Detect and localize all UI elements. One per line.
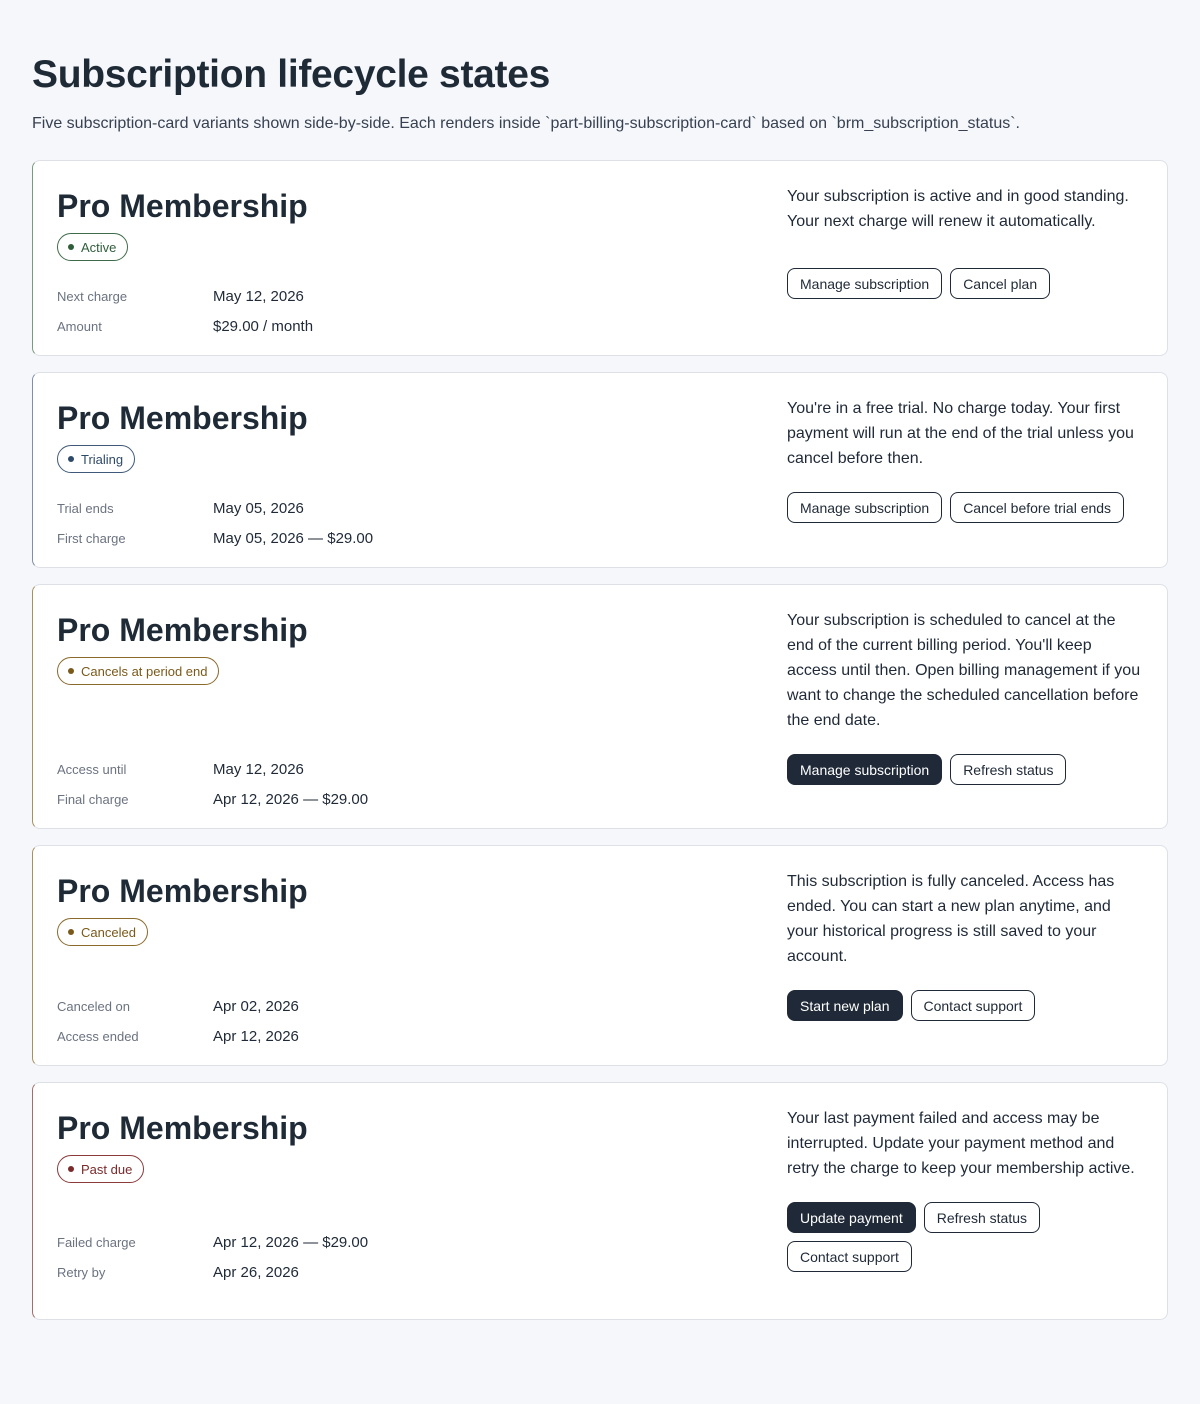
manage-subscription-button[interactable]: Manage subscription (787, 268, 942, 299)
status-message: You're in a free trial. No charge today. Your first payment will run at the end of the trial unless you cancel before then. (787, 400, 1134, 467)
detail-row (57, 1021, 633, 1051)
status-badge-label: Active (81, 239, 117, 255)
status-dot-icon (68, 456, 74, 462)
plan-name: Pro Membership (57, 612, 308, 648)
detail-row (57, 1257, 633, 1287)
card-summary (33, 161, 633, 355)
refresh-status-button[interactable]: Refresh status (950, 754, 1066, 785)
manage-subscription-button[interactable]: Manage subscription (787, 492, 942, 523)
plan-name: Pro Membership (57, 1110, 308, 1146)
detail-list (57, 1227, 633, 1287)
detail-row (57, 1227, 633, 1257)
detail-row (57, 281, 633, 311)
subscription-card-active (32, 160, 1168, 356)
detail-label: First charge (57, 530, 126, 546)
detail-row (57, 493, 633, 523)
card-actions-panel (787, 585, 1167, 828)
status-message: Your last payment failed and access may be interrupted. Update your payment method and retry the charge to keep your membership active. (787, 1110, 1135, 1177)
detail-list (57, 754, 633, 814)
detail-list (57, 281, 633, 341)
card-actions-panel (787, 1083, 1167, 1319)
status-message: Your subscription is active and in good standing. Your next charge will renew it automatically. (787, 188, 1129, 230)
subscription-card-cancels-at-period-end (32, 584, 1168, 829)
detail-row (57, 523, 633, 553)
detail-value: May 05, 2026 (213, 499, 304, 517)
plan-name: Pro Membership (57, 188, 308, 224)
status-dot-icon (68, 929, 74, 935)
subscription-card-canceled (32, 845, 1168, 1066)
status-dot-icon (68, 1166, 74, 1172)
subscription-card-trialing (32, 372, 1168, 568)
detail-value: May 12, 2026 (213, 287, 304, 305)
action-buttons (787, 754, 1147, 785)
detail-row (57, 991, 633, 1021)
subscription-card-list (32, 160, 1168, 1320)
detail-value: Apr 12, 2026 — $29.00 (213, 1233, 369, 1251)
status-dot-icon (68, 244, 74, 250)
action-buttons (787, 268, 1147, 299)
status-dot-icon (68, 668, 74, 674)
detail-value: May 12, 2026 (213, 760, 304, 778)
action-buttons (787, 1202, 1147, 1272)
card-actions-panel (787, 373, 1167, 567)
detail-label: Retry by (57, 1264, 106, 1280)
status-badge-label: Cancels at period end (81, 663, 208, 679)
status-badge-label: Trialing (81, 451, 124, 467)
status-message: Your subscription is scheduled to cancel at the end of the current billing period. You'll keep access until then. Open billing management if you want to change the scheduled cancellation before the end date. (787, 612, 1141, 729)
page-title: Subscription lifecycle states (32, 53, 550, 96)
detail-row (57, 311, 633, 341)
status-badge (57, 657, 219, 685)
plan-name: Pro Membership (57, 400, 308, 436)
plan-name: Pro Membership (57, 873, 308, 909)
cancel-plan-button[interactable]: Cancel plan (950, 268, 1050, 299)
detail-label: Access until (57, 761, 127, 777)
status-badge (57, 233, 128, 261)
cancel-before-trial-ends-button[interactable]: Cancel before trial ends (950, 492, 1124, 523)
detail-label: Failed charge (57, 1234, 136, 1250)
card-summary (33, 846, 633, 1065)
refresh-status-button[interactable]: Refresh status (924, 1202, 1040, 1233)
status-badge-label: Past due (81, 1161, 133, 1177)
start-new-plan-button[interactable]: Start new plan (787, 990, 903, 1021)
status-badge (57, 1155, 144, 1183)
card-actions-panel (787, 161, 1167, 355)
detail-value: $29.00 / month (213, 317, 314, 335)
action-buttons (787, 492, 1147, 523)
detail-label: Canceled on (57, 998, 130, 1014)
manage-subscription-button[interactable]: Manage subscription (787, 754, 942, 785)
update-payment-button[interactable]: Update payment (787, 1202, 916, 1233)
card-summary (33, 585, 633, 828)
detail-label: Next charge (57, 288, 128, 304)
status-badge (57, 445, 135, 473)
detail-value: Apr 02, 2026 (213, 997, 299, 1015)
detail-list (57, 991, 633, 1051)
contact-support-button[interactable]: Contact support (911, 990, 1036, 1021)
page-subtitle: Five subscription-card variants shown side-by-side. Each renders inside `part-billing-subscription-card` based on `brm_subscription_status`. (32, 115, 1020, 132)
card-actions-panel (787, 846, 1167, 1065)
detail-value: Apr 26, 2026 (213, 1263, 299, 1281)
subscription-card-past-due (32, 1082, 1168, 1320)
detail-label: Amount (57, 318, 102, 334)
status-badge-label: Canceled (81, 924, 136, 940)
detail-row (57, 784, 633, 814)
detail-value: Apr 12, 2026 — $29.00 (213, 790, 369, 808)
card-summary (33, 1083, 633, 1319)
detail-value: Apr 12, 2026 (213, 1027, 299, 1045)
detail-row (57, 754, 633, 784)
detail-label: Access ended (57, 1028, 139, 1044)
contact-support-button[interactable]: Contact support (787, 1241, 912, 1272)
detail-label: Final charge (57, 791, 129, 807)
detail-label: Trial ends (57, 500, 114, 516)
detail-value: May 05, 2026 — $29.00 (213, 529, 374, 547)
action-buttons (787, 990, 1147, 1021)
status-message: This subscription is fully canceled. Access has ended. You can start a new plan anytime, and your historical progress is still saved to your account. (787, 873, 1115, 965)
detail-list (57, 493, 633, 553)
status-badge (57, 918, 148, 946)
card-summary (33, 373, 633, 567)
